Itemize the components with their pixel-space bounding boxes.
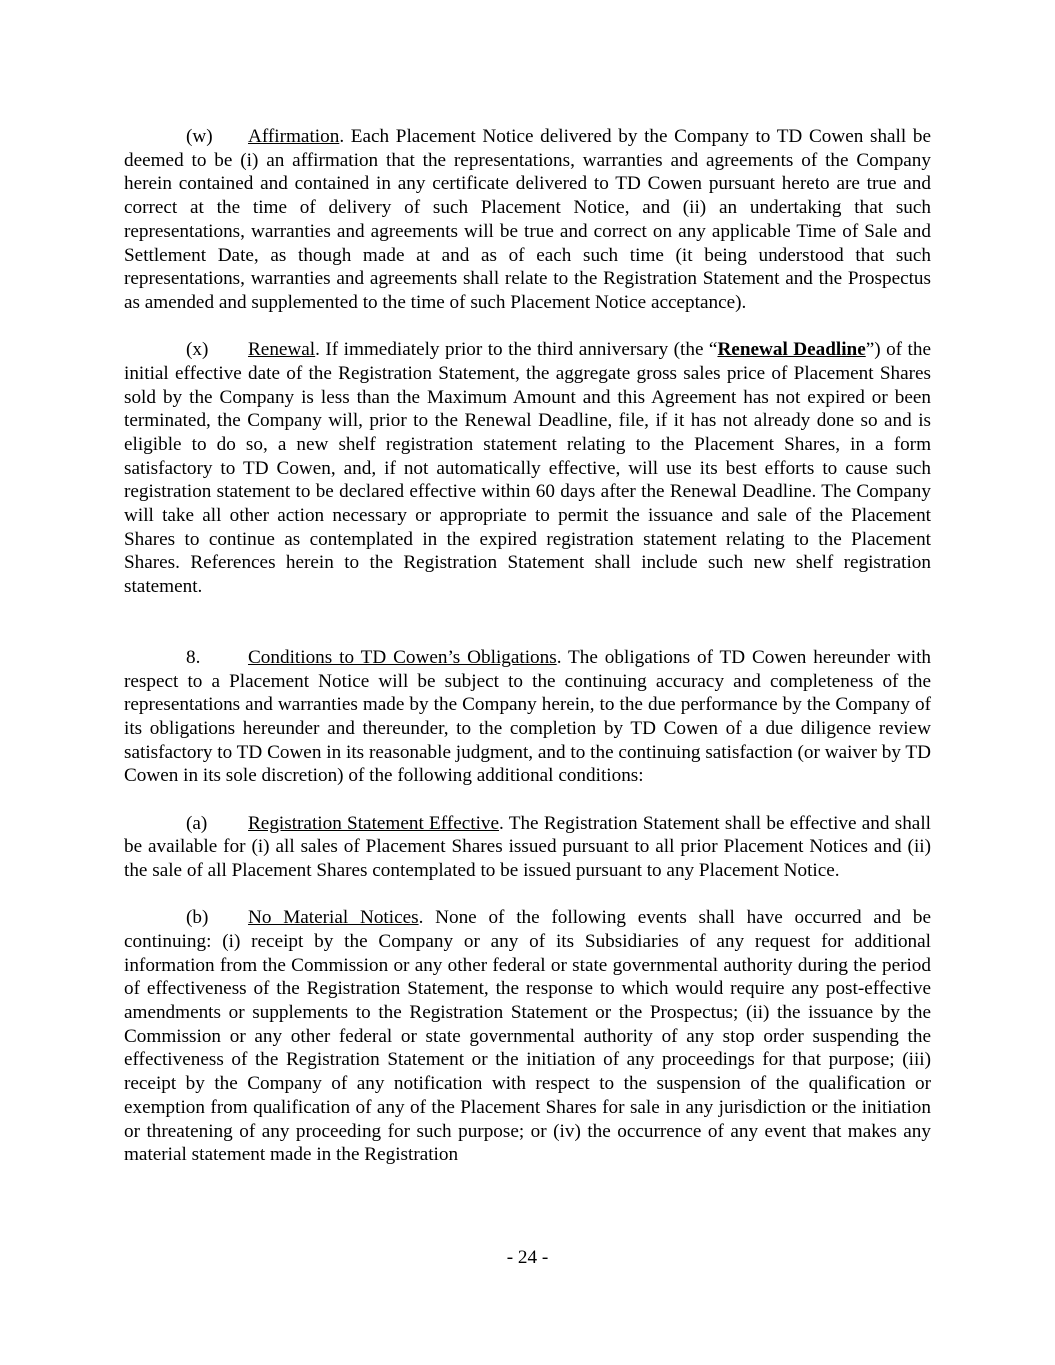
paragraph-heading: Renewal [248,339,316,361]
section-text: . The obligations of TD Cowen hereunder with respect to a Placement Notice will be subject to the continuing accuracy and completeness of the representations and warranties made by the Company herein, to the due performance by the Company of its obligations hereunder and thereunder, to the completion by TD Cowen of a due diligence review satisfactory to TD Cowen in its reasonable judgment, and to the continuing satisfaction (or waiver by TD Cowen in its sole discretion) of the following additional conditions: [124,646,931,787]
paragraph-text: . Each Placement Notice delivered by the Company to TD Cowen shall be deemed to be (i) an affirmation that the representations, warranties and agreements of the Company herein contained and contained in any certificate delivered to TD Cowen pursuant hereto are true and correct at the time of delivery of such Placement Notice, and (ii) an undertaking that such representations, warranties and agreements will be true and correct on any applicable Time of Sale and Settlement Date, as though made at and as of each such time (it being understood that such representations, warranties and agreements shall relate to the Registration Statement and the Prospectus as amended and supplemented to the time of such Placement Notice acceptance). [124,126,931,313]
paragraph-w-affirmation [124,125,931,315]
section-heading: Conditions to TD Cowen’s Obligations [248,646,557,668]
paragraph-text: . None of the following events shall have occurred and be continuing: (i) receipt by the Company or any of its Subsidiaries of any request for additional information from the Commission or any other federal or state governmental authority during the period of effectiveness of the Registration Statement, the response to which would require any post-effective amendments or supplements to the Registration Statement or the Prospectus; (ii) the issuance by the Commission or any other federal or state governmental authority of any stop order suspending the effectiveness of the Registration Statement or the initiation of any proceedings for that purpose; (iii) receipt by the Company of any notification with respect to the suspension of the qualification or exemption from qualification of any of the Placement Shares for sale in any jurisdiction or the initiation or threatening of any proceeding for such purpose; or (iv) the occurrence of any event that makes any material statement made in the Registration [124,907,931,1166]
paragraph-heading: Affirmation [248,126,340,147]
paragraph-text: . The Registration Statement shall be effective and shall be available for (i) all sales of Placement Shares issued pursuant to all prior Placement Notices and (ii) the sale of all Placement Shares contemplated to be issued pursuant to any Placement Notice. [124,812,931,881]
section-number: 8. [186,646,201,668]
document-body [124,125,931,1167]
paragraph-x-renewal [124,338,931,599]
paragraph-heading: No Material Notices [248,907,419,929]
paragraph-text: ”) of the initial effective date of the Registration Statement, the aggregate gross sales price of Placement Shares sold by the Company is less than the Maximum Amount and this Agreement has not expired or been terminated, the Company will, prior to the Renewal Deadline, file, if it has not already done so and is eligible to do so, a new shelf registration statement relating to the Placement Shares, in a form satisfactory to TD Cowen, and, if not automatically effective, will use its best efforts to cause such registration statement to be declared effective within 60 days after the Renewal Deadline. The Company will take all other action necessary or appropriate to permit the issuance and sale of the Placement Shares to continue as contemplated in the expired registration statement relating to the Placement Shares. References herein to the Registration Statement shall include such new shelf registration statement. [124,339,931,598]
paragraph-label: (a) [186,812,208,834]
paragraph-heading: Registration Statement Effective [248,812,500,834]
defined-term: Renewal Deadline [717,339,866,361]
section-8-conditions [124,646,931,788]
paragraph-label: (w) [186,126,213,147]
paragraph-label: (b) [186,907,209,929]
paragraph-a-registration-effective [124,812,931,883]
paragraph-b-no-material-notices [124,906,931,1167]
paragraph-label: (x) [186,339,209,361]
paragraph-text: . If immediately prior to the third anniversary (the “ [315,339,718,361]
page-number: - 24 - [506,1247,549,1268]
